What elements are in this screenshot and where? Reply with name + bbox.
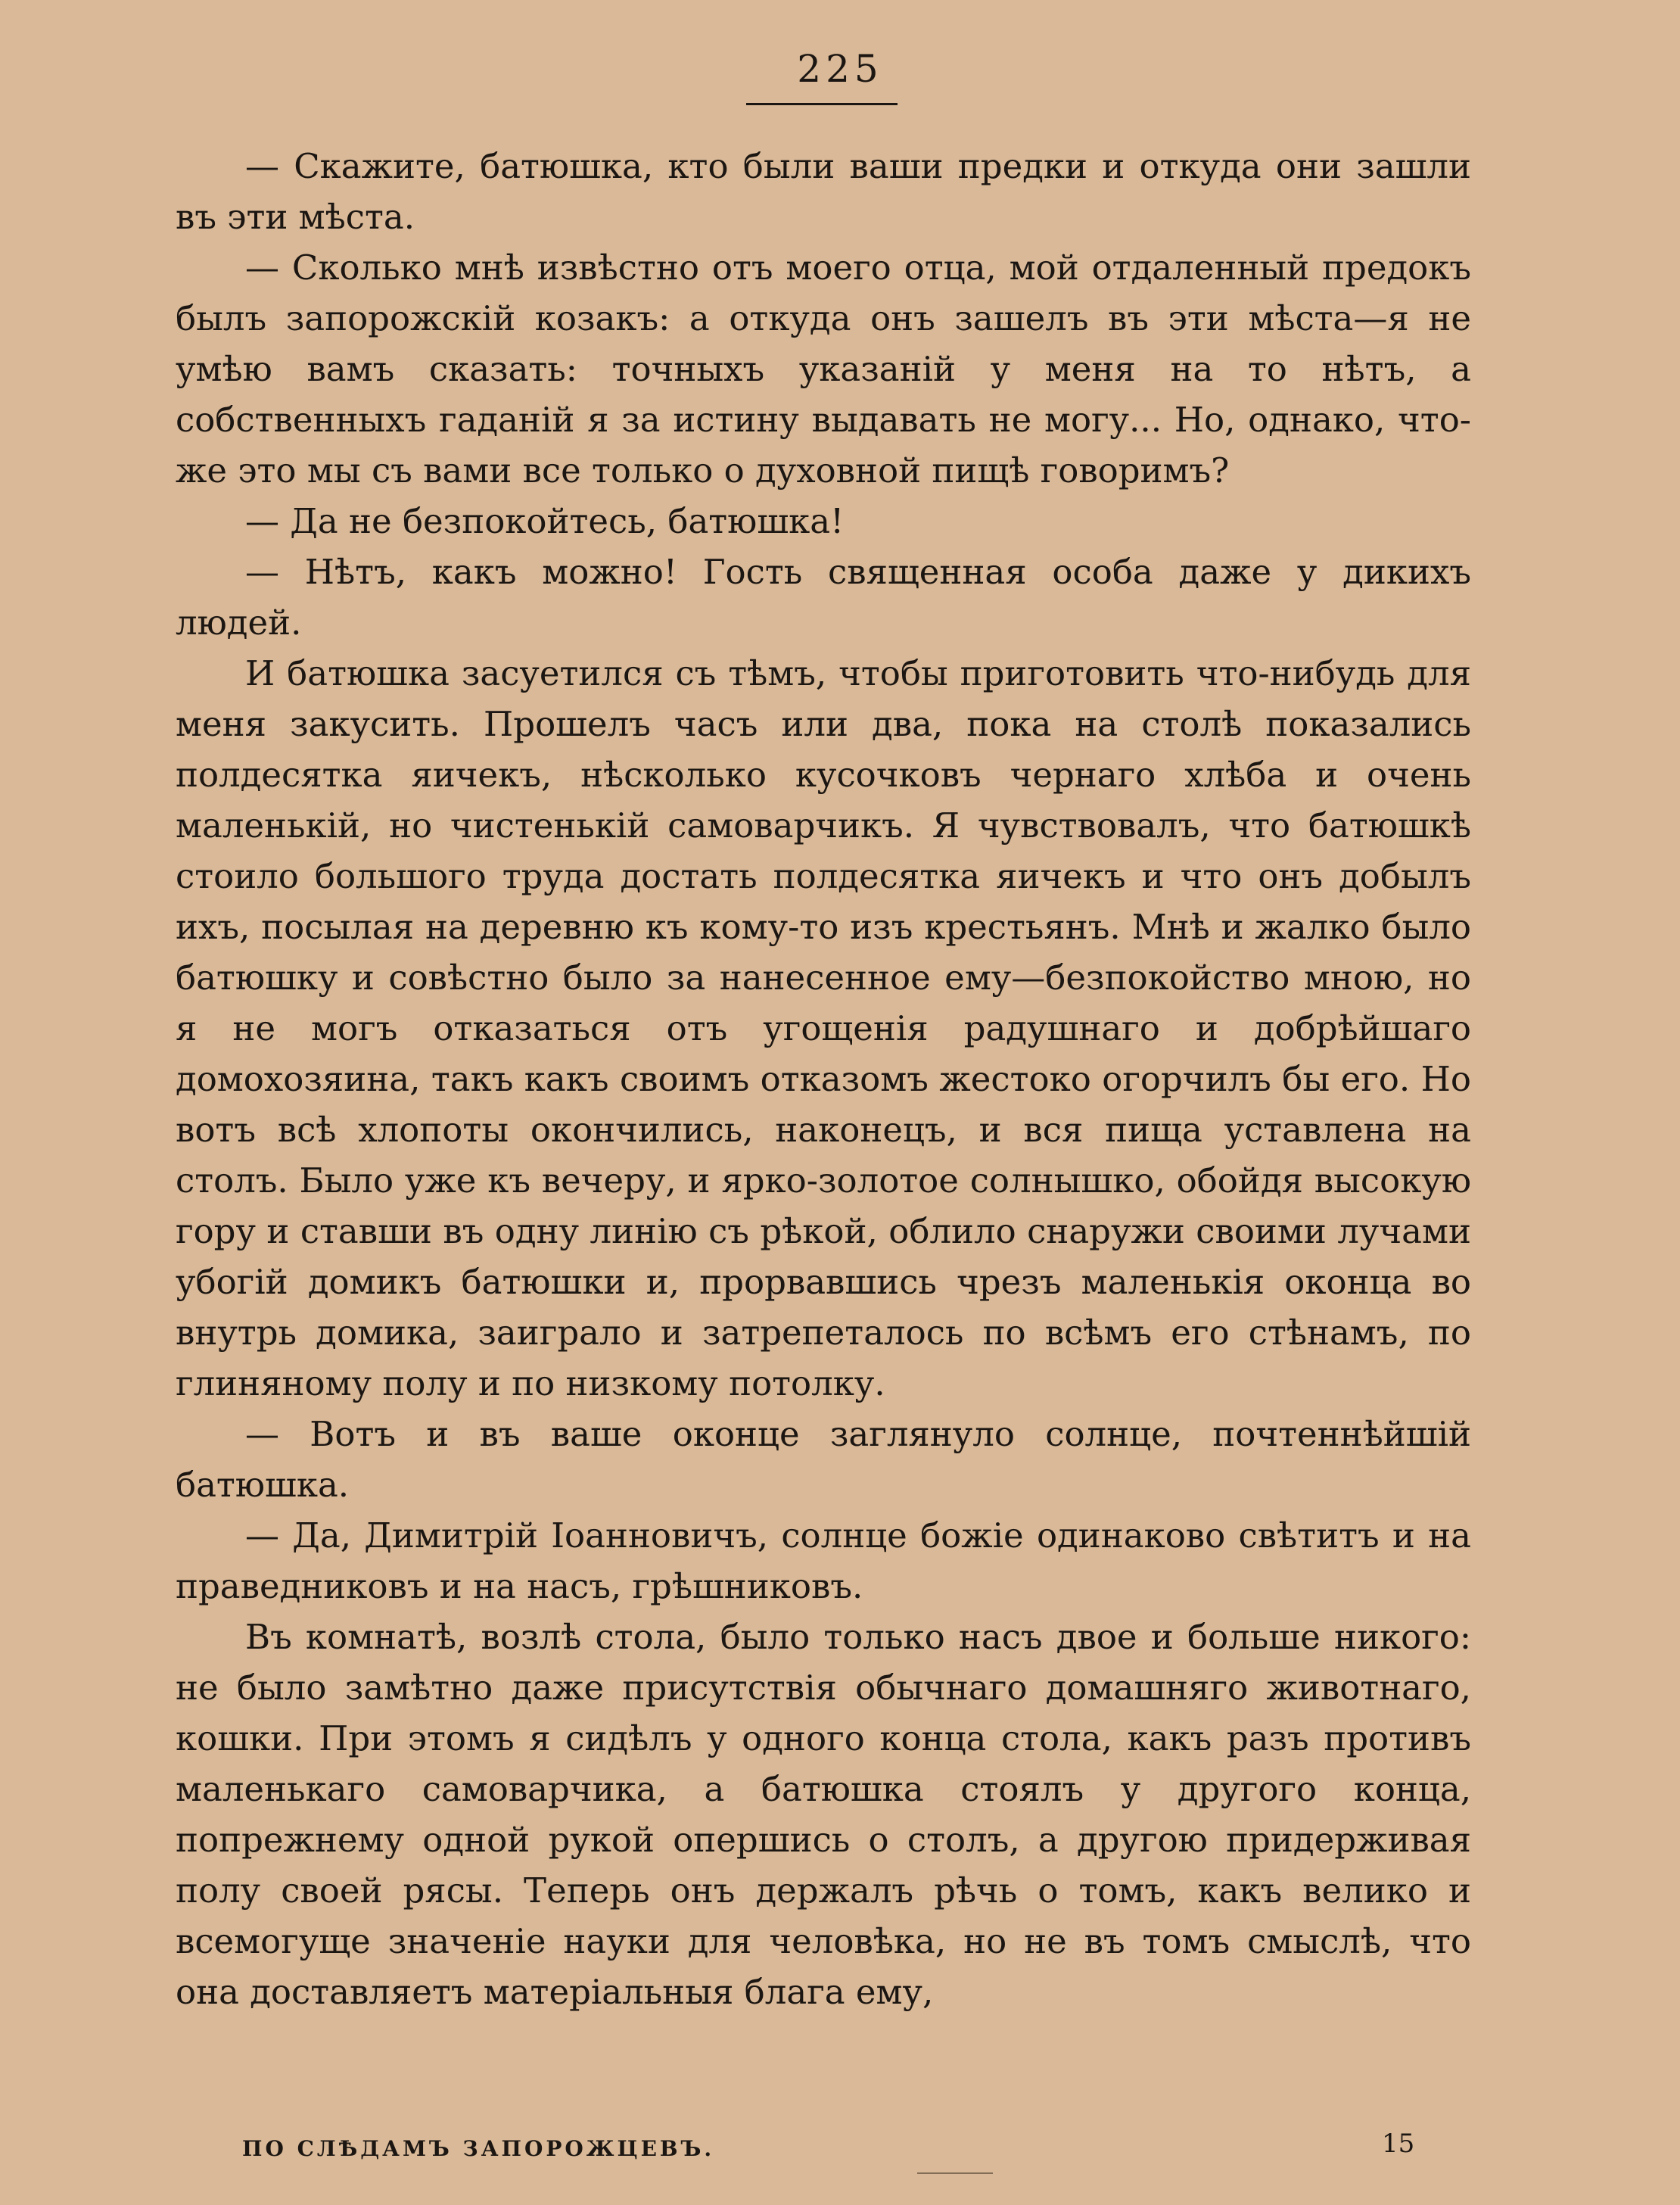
running-footer-title: ПО СЛѢДАМЪ ЗАПОРОЖЦЕВЪ. — [242, 2136, 715, 2161]
paragraph: Въ комнатѣ, возлѣ стола, было только насъ двое и больше никого: не было замѣтно даже присутствія обычнаго домашняго животнаго, кошки. При этомъ я сидѣлъ у одного конца стола, какъ разъ противъ маленькаго самоварчика, а батюшка стоялъ у другого конца, попрежнему одной рукой опершись о столъ, а другою придерживая полу своей рясы. Теперь онъ держалъ рѣчь о томъ, какъ велико и всемогуще значеніе науки для человѣка, но не въ томъ смыслѣ, что она доставляетъ матеріальныя блага ему, — [176, 1617, 1471, 2012]
paragraph: — Сколько мнѣ извѣстно отъ моего отца, мой отдаленный предокъ былъ запорожскій козакъ: а откуда онъ зашелъ въ эти мѣста—я не умѣю вамъ сказать: точныхъ указаній у меня на то нѣтъ, а собственныхъ гаданій я за истину выдавать не могу... Но, однако, что-же это мы съ вами все только о духовной пищѣ говоримъ? — [176, 248, 1471, 491]
signature-mark: 15 — [1382, 2129, 1415, 2159]
scan-artifact-line — [917, 2172, 993, 2174]
paragraph: — Да, Димитрій Іоанновичъ, солнце божіе одинаково свѣтитъ и на праведниковъ и на насъ, грѣшниковъ. — [176, 1515, 1471, 1606]
paragraph: — Вотъ и въ ваше оконце заглянуло солнце, почтеннѣйшій батюшка. — [176, 1414, 1471, 1505]
page-number: 225 — [797, 47, 883, 91]
body-text — [176, 141, 1471, 2017]
paragraph: — Да не безпокойтесь, батюшка! — [245, 501, 845, 541]
paragraph: И батюшка засуетился съ тѣмъ, чтобы приготовить что-нибудь для меня закусить. Прошелъ часъ или два, пока на столѣ показались полдесятка яичекъ, нѣсколько кусочковъ чернаго хлѣба и очень маленькій, но чистенькій самоварчикъ. Я чувствовалъ, что батюшкѣ стоило большого труда достать полдесятка яичекъ и что онъ добылъ ихъ, посылая на деревню къ кому-то изъ крестьянъ. Мнѣ и жалко было батюшку и совѣстно было за нанесенное ему—безпокойство мною, но я не могъ отказаться отъ угощенія радушнаго и добрѣйшаго домохозяина, такъ какъ своимъ отказомъ жестоко огорчилъ бы его. Но вотъ всѣ хлопоты окончились, наконецъ, и вся пища уставлена на столъ. Было уже къ вечеру, и ярко-золотое солнышко, обойдя высокую гору и ставши въ одну линію съ рѣкой, облило снаружи своими лучами убогій домикъ батюшки и, прорвавшись чрезъ маленькія оконца во внутрь домика, заиграло и затрепеталось по всѣмъ его стѣнамъ, по глиняному полу и по низкому потолку. — [176, 653, 1471, 1403]
paragraph: — Нѣтъ, какъ можно! Гость священная особа даже у дикихъ людей. — [176, 552, 1471, 643]
paragraph: — Скажите, батюшка, кто были ваши предки и откуда они зашли въ эти мѣста. — [176, 146, 1471, 237]
page-number-rule — [746, 103, 898, 105]
